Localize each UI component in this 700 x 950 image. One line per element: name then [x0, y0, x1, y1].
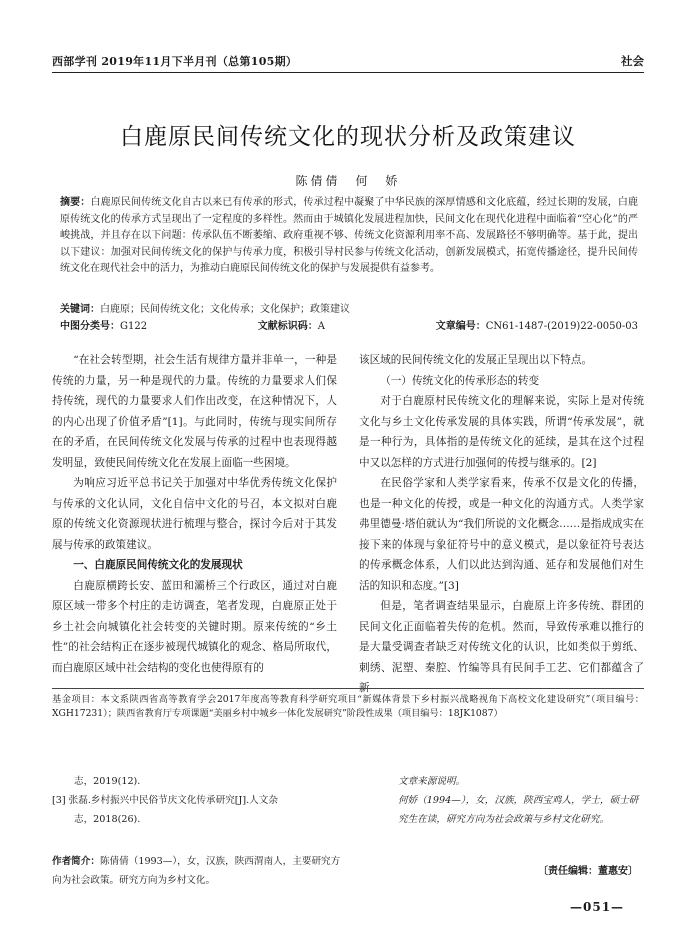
body-paragraph: 白鹿原横跨长安、蓝田和灞桥三个行政区，通过对白鹿原区域一带多个村庄的走访调查，笔者发现，白鹿原正处于乡土社会向城镇化社会转变的关键时期。原来传统的“乡土性”的社会结构正在逐步被现代城镇化的观念、格局所取代，而白鹿原区域中社会结构的变化也使得原有的 [52, 579, 337, 674]
keywords-text: 白鹿原；民间传统文化；文化传承；文化保护；政策建议 [100, 304, 350, 315]
abstract-text: 白鹿原民间传统文化自古以来已有传承的形式，传承过程中凝聚了中华民族的深厚情感和文化底蕴，经过长期的发展，白鹿原传统文化的传承方式呈现出了一定程度的多样性。然而由于城镇化发展进程加快，民间文化在现代化进程中面临着“空心化”的严峻挑战，并且存在以下问题：传承队伍不断萎缩、政府重视不够、传统文化资源利用率不高、发展路径不够明确等。基于此，提出以下建议：加强对民间传统文化的保护与传承力度，积极引导村民参与传统文化活动，创新发展模式，拓宽传播途径，提升民间传统文化在现代社会中的活力，为推动白鹿原民间传统文化的保护与发展提供有益参考。 [60, 197, 639, 274]
author-intro-label: 作者简介： [52, 856, 100, 867]
subsection-heading: （一）传统文化的传承形态的转变 [380, 374, 540, 387]
running-header [52, 50, 644, 73]
article-number-label: 文章编号： [435, 321, 486, 332]
body-paragraph: 该区域的民间传统文化的发展正呈现出以下特点。 [359, 354, 593, 366]
reference-line: 志，2019(12). [74, 776, 141, 787]
clc-entry [60, 320, 147, 334]
clc-value: G122 [120, 321, 148, 332]
classification-line [60, 320, 638, 334]
references [52, 772, 342, 829]
abstract-label: 摘要： [60, 197, 91, 208]
body-right-column [359, 350, 644, 699]
fund-footnote: 基金项目：本文系陕西省高等教育学会2017年度高等教育科学研究项目“新媒体背景下乡村振兴战略视角下高校文化建设研究”（项目编号：XGH17231）；陕西省教育厅专项课题“美丽乡村中城乡一体化发展研究”阶段性成果（项目编号：18JK1087） [52, 688, 644, 721]
doc-value: A [317, 321, 326, 332]
reference-line: [3] 张磊.乡村振兴中民俗节庆文化传承研究[J].人文杂 [52, 795, 278, 806]
author-notes-right [398, 772, 644, 829]
abstract [60, 195, 638, 278]
body-left-column [52, 350, 337, 678]
body-paragraph: 为响应习近平总书记关于加强对中华优秀传统文化保护与传承的文化认同，文化自信中文化的号召，本文拟对白鹿原的传统文化资源现状进行梳理与整合，探讨今后对于其发展与传承的政策建议。 [52, 477, 337, 551]
responsible-editor: 〔责任编辑：董惠安〕 [538, 866, 638, 877]
clc-label: 中图分类号： [60, 321, 120, 332]
keywords-label: 关键词： [60, 304, 100, 315]
author-introduction [52, 852, 342, 890]
section-label: 社会 [621, 54, 644, 68]
section-heading: 一、白鹿原民间传统文化的发展现状 [73, 559, 243, 571]
reference-line: 志，2018(26). [74, 814, 141, 825]
body-paragraph: 但是，笔者调查结果显示，白鹿原上许多传统、群团的民间文化正面临着失传的危机。然而，导致传承难以推行的是大量受调查者缺乏对传统文化的认识，比如类似于剪纸、刺绣、泥塑、秦腔、竹编等具有民间手工艺、它们都蕴含了新 [359, 600, 644, 694]
keywords [60, 303, 638, 317]
doc-label: 文献标识码： [257, 321, 318, 332]
author-note-line: 何娇（1994—），女，汉族，陕西宝鸡人，学士，硕士研究生在读，研究方向为社会政策与乡村文化研究。 [398, 795, 639, 825]
body-paragraph: 对于白鹿原村民传统文化的理解来说，实际上是对传统文化与乡土文化传承发展的具体实践，所谓“传承发展”，就是一种行为，具体指的是传统文化的延续，是其在这个过程中又以怎样的方式进行加强何的传授与继承的。[2] [359, 395, 644, 469]
article-title: 白鹿原民间传统文化的现状分析及政策建议 [120, 124, 576, 150]
body-paragraph: 在民俗学家和人类学家看来，传承不仅是文化的传播，也是一种文化的传授，或是一种文化的沟通方式。人类学家弗里德曼·塔伯就认为“我们所说的文化概念……是指成成实在接下来的体现与象征符号中的意义模式，是以象征符号表达的传承概念体系，人们以此达到沟通、延存和发展他们对生活的知识和态度。”[3] [359, 477, 644, 592]
author-note-line: 文章来源说明。 [398, 776, 466, 787]
journal-name: 西部学刊 2019年11月下半月刊（总第105期） [52, 55, 298, 68]
doc-entry [258, 320, 325, 334]
article-number-value: CN61-1487-(2019)22-0050-03 [485, 321, 638, 332]
author-intro-text: 陈倩倩（1993—），女，汉族，陕西渭南人，主要研究方向为社会政策。研究方向为乡村文化。 [52, 856, 341, 886]
page-number: —051— [570, 900, 625, 914]
body-paragraph: “在社会转型期，社会生活有规律方量并非单一，一种是传统的力量，另一种是现代的力量。传统的力量要求人们保持传统，现代的力量要求人们作出改变，在这种情况下，人的内心出现了价值矛盾”[1]。与此同时，传统与现实间所存在的矛盾，在民间传统文化发展与传承的过程中也表现得越发明显，致使民间传统文化在发展上面临一些困境。 [52, 354, 337, 469]
article-number-entry [436, 320, 638, 334]
article-authors: 陈倩倩 何 娇 [295, 174, 401, 188]
